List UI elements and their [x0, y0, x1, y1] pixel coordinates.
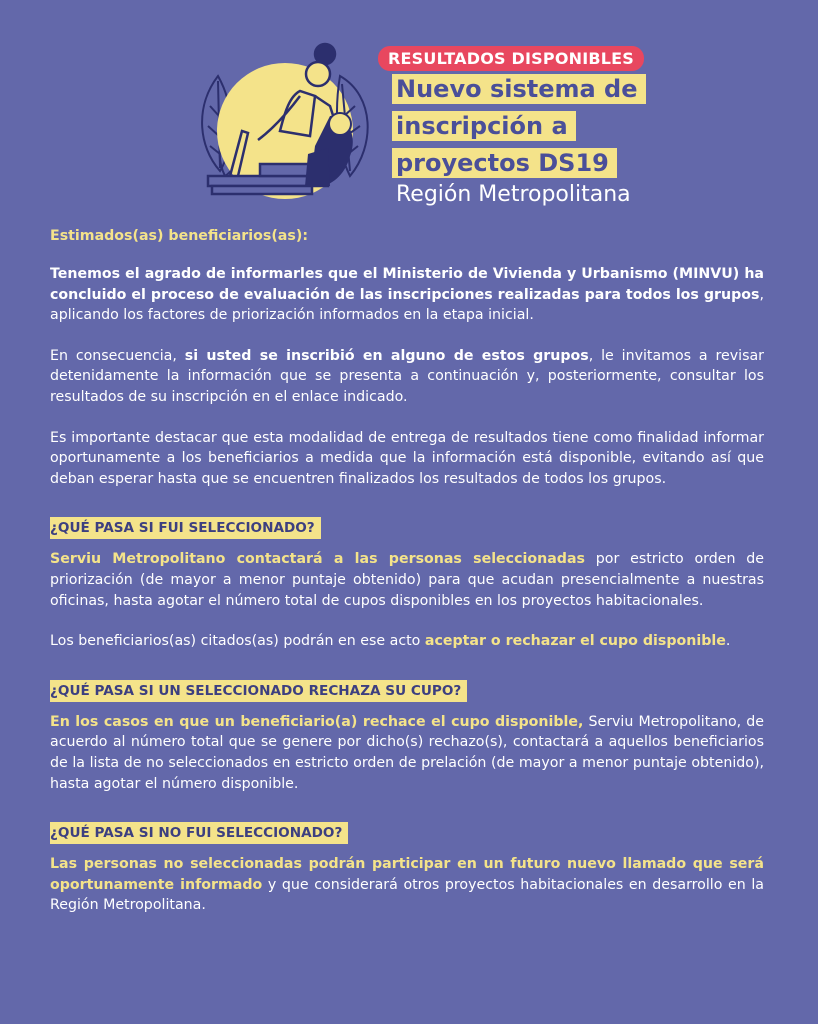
- heading-not-selected: ¿QUÉ PASA SI NO FUI SELECCIONADO?: [50, 822, 348, 844]
- selected-paragraph-1-rest: por estricto orden de priorización (de mayor a menor puntaje obtenido) para que acudan presencialmente a nuestras oficinas, hasta agotar el número total de cupos disponibles en los proyectos habitacionales.: [50, 551, 764, 609]
- selected-paragraph-1-highlight: Serviu Metropolitano contactará a las personas seleccionadas: [50, 551, 585, 568]
- title-line-3: proyectos DS19: [392, 148, 617, 178]
- greeting: Estimados(as) beneficiarios(as):: [50, 228, 308, 244]
- intro-paragraph-2-rest: , le invitamos a revisar detenidamente la información que se presenta a continuación y, posteriormente, consultar los resultados de su inscripción en el enlace indicado.: [50, 347, 765, 405]
- intro-paragraph-3: Es importante destacar que esta modalidad de entrega de resultados tiene como finalidad informar oportunamente a los beneficiarios a medida que la información está disponible, evitando así que deban esperar hasta que se encuentren finalizados los resultados de todos los grupos.: [50, 429, 764, 487]
- selected-paragraph-1: [50, 549, 764, 611]
- not-selected-paragraph: [50, 854, 764, 916]
- rejects-paragraph-rest: Serviu Metropolitano, de acuerdo al número total que se genere por dicho(s) rechazo(s), contactará a aquellos beneficiarios de la lista de no seleccionados en estricto orden de prelación (de mayor a menor puntaje obtenido), hasta agotar el número disponible.: [50, 713, 765, 792]
- intro-paragraph-2-bold: si usted se inscribió en alguno de estos grupos: [184, 347, 589, 364]
- selected-paragraph-2: [50, 631, 764, 652]
- title-line-2: inscripción a: [392, 111, 576, 141]
- rejects-paragraph-highlight: En los casos en que un beneficiario(a) rechace el cupo disponible,: [50, 713, 584, 730]
- selected-paragraph-2-start: Los beneficiarios(as) citados(as) podrán en ese acto: [50, 633, 425, 650]
- intro-paragraph-1-bold: Tenemos el agrado de informarles que el Ministerio de Vivienda y Urbanismo (MINVU) ha concluido el proceso de evaluación de las inscripciones realizadas para todos los grupos: [50, 266, 764, 303]
- title-line-1: Nuevo sistema de: [392, 74, 646, 104]
- selected-paragraph-2-end: .: [725, 633, 731, 650]
- region-subtitle: Región Metropolitana: [396, 182, 631, 207]
- heading-rejects-slot: ¿QUÉ PASA SI UN SELECCIONADO RECHAZA SU CUPO?: [50, 680, 467, 702]
- selected-paragraph-2-highlight: aceptar o rechazar el cupo disponible: [424, 633, 726, 650]
- people-at-computer-illustration: [190, 36, 380, 206]
- intro-paragraph-2: [50, 346, 764, 408]
- intro-paragraph-1-rest: , aplicando los factores de priorización informados en la etapa inicial.: [50, 286, 764, 324]
- rejects-paragraph: [50, 712, 764, 794]
- not-selected-paragraph-highlight: Las personas no seleccionadas podrán participar en un futuro nuevo llamado que será oportunamente informado: [50, 856, 764, 893]
- not-selected-paragraph-rest: y que considerará otros proyectos habitacionales en desarrollo en la Región Metropolitana.: [50, 876, 764, 914]
- intro-paragraph-1: [50, 264, 764, 326]
- body-content: [50, 228, 764, 916]
- results-available-badge: RESULTADOS DISPONIBLES: [378, 46, 644, 71]
- intro-paragraph-2-start: En consecuencia,: [50, 347, 185, 364]
- heading-selected: ¿QUÉ PASA SI FUI SELECCIONADO?: [50, 517, 321, 539]
